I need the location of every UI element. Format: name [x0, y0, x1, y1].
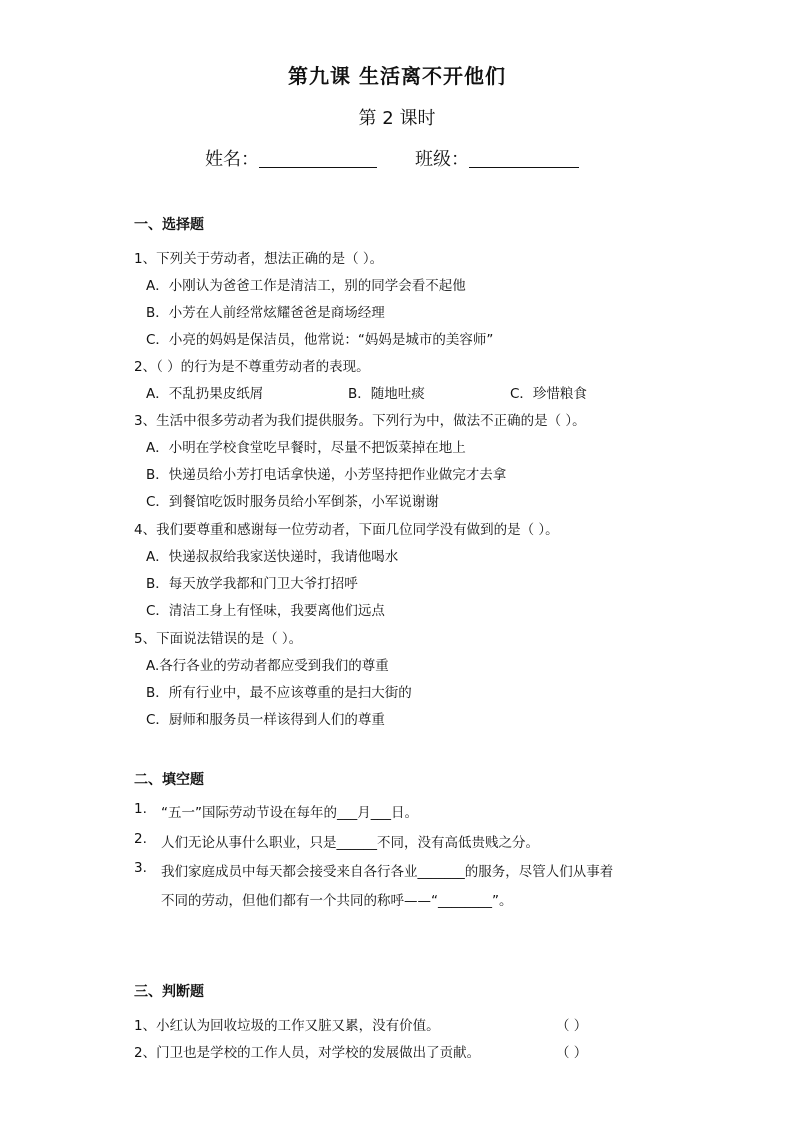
option: A．快递叔叔给我家送快递时，我请他喝水 [146, 549, 399, 565]
option: C．清洁工身上有怪味，我要离他们远点 [146, 603, 385, 619]
option: A．不乱扔果皮纸屑 [146, 386, 264, 402]
name-blank[interactable] [259, 149, 377, 168]
question-stem: 2、（ ）的行为是不尊重劳动者的表现。 [134, 359, 370, 375]
class-blank[interactable] [469, 149, 579, 168]
question-stem: 3、生活中很多劳动者为我们提供服务。下列行为中，做法不正确的是（ ）。 [134, 413, 586, 429]
judge-item-text: 1、小红认为回收垃圾的工作又脏又累，没有价值。 [134, 1018, 440, 1034]
option: A.各行各业的劳动者都应受到我们的尊重 [146, 658, 389, 674]
option: C．到餐馆吃饭时服务员给小军倒茶，小军说谢谢 [146, 494, 439, 510]
fill-item-text: 我们家庭成员中每天都会接受来自各行各业_______的服务，尽管人们从事着 [161, 864, 614, 880]
fill-item-text-continued: 不同的劳动，但他们都有一个共同的称呼——“________”。 [161, 893, 513, 909]
fill-item-number: 1. [134, 801, 147, 817]
question-stem: 5、下面说法错误的是（ ）。 [134, 631, 303, 647]
option: B．小芳在人前经常炫耀爸爸是商场经理 [146, 305, 385, 321]
option: C．厨师和服务员一样该得到人们的尊重 [146, 712, 385, 728]
class-label: 班级： [415, 149, 469, 170]
name-class-row [205, 145, 579, 171]
option: B．所有行业中，最不应该尊重的是扫大街的 [146, 685, 412, 701]
name-label: 姓名： [205, 149, 259, 170]
judge-answer-paren[interactable]: （ ） [556, 1045, 588, 1061]
judge-answer-paren[interactable]: （ ） [556, 1018, 588, 1034]
judge-item-text: 2、门卫也是学校的工作人员，对学校的发展做出了贡献。 [134, 1045, 481, 1061]
option: C．珍惜粮食 [510, 386, 587, 402]
section-heading-judge: 三、判断题 [134, 984, 204, 1000]
option: B．随地吐痰 [348, 386, 425, 402]
question-stem: 4、我们要尊重和感谢每一位劳动者，下面几位同学没有做到的是（ ）。 [134, 522, 559, 538]
option: B．快递员给小芳打电话拿快递，小芳坚持把作业做完才去拿 [146, 467, 507, 483]
section-heading-choice: 一、选择题 [134, 217, 204, 233]
option: B．每天放学我都和门卫大爷打招呼 [146, 576, 358, 592]
section-heading-fill: 二、填空题 [134, 772, 204, 788]
fill-item-text: 人们无论从事什么职业，只是______不同，没有高低贵贱之分。 [161, 835, 539, 851]
page-title: 第九课 生活离不开他们 [288, 64, 506, 88]
option: A．小明在学校食堂吃早餐时，尽量不把饭菜掉在地上 [146, 440, 466, 456]
option: C．小亮的妈妈是保洁员，他常说：“妈妈是城市的美容师” [146, 332, 494, 348]
lesson-subtitle: 第 2 课时 [358, 108, 436, 129]
fill-item-text: “五一”国际劳动节设在每年的___月___日。 [161, 805, 418, 821]
option: A．小刚认为爸爸工作是清洁工，别的同学会看不起他 [146, 278, 466, 294]
fill-item-number: 2. [134, 831, 147, 847]
question-stem: 1、下列关于劳动者，想法正确的是（ ）。 [134, 251, 384, 267]
fill-item-number: 3. [134, 860, 147, 876]
